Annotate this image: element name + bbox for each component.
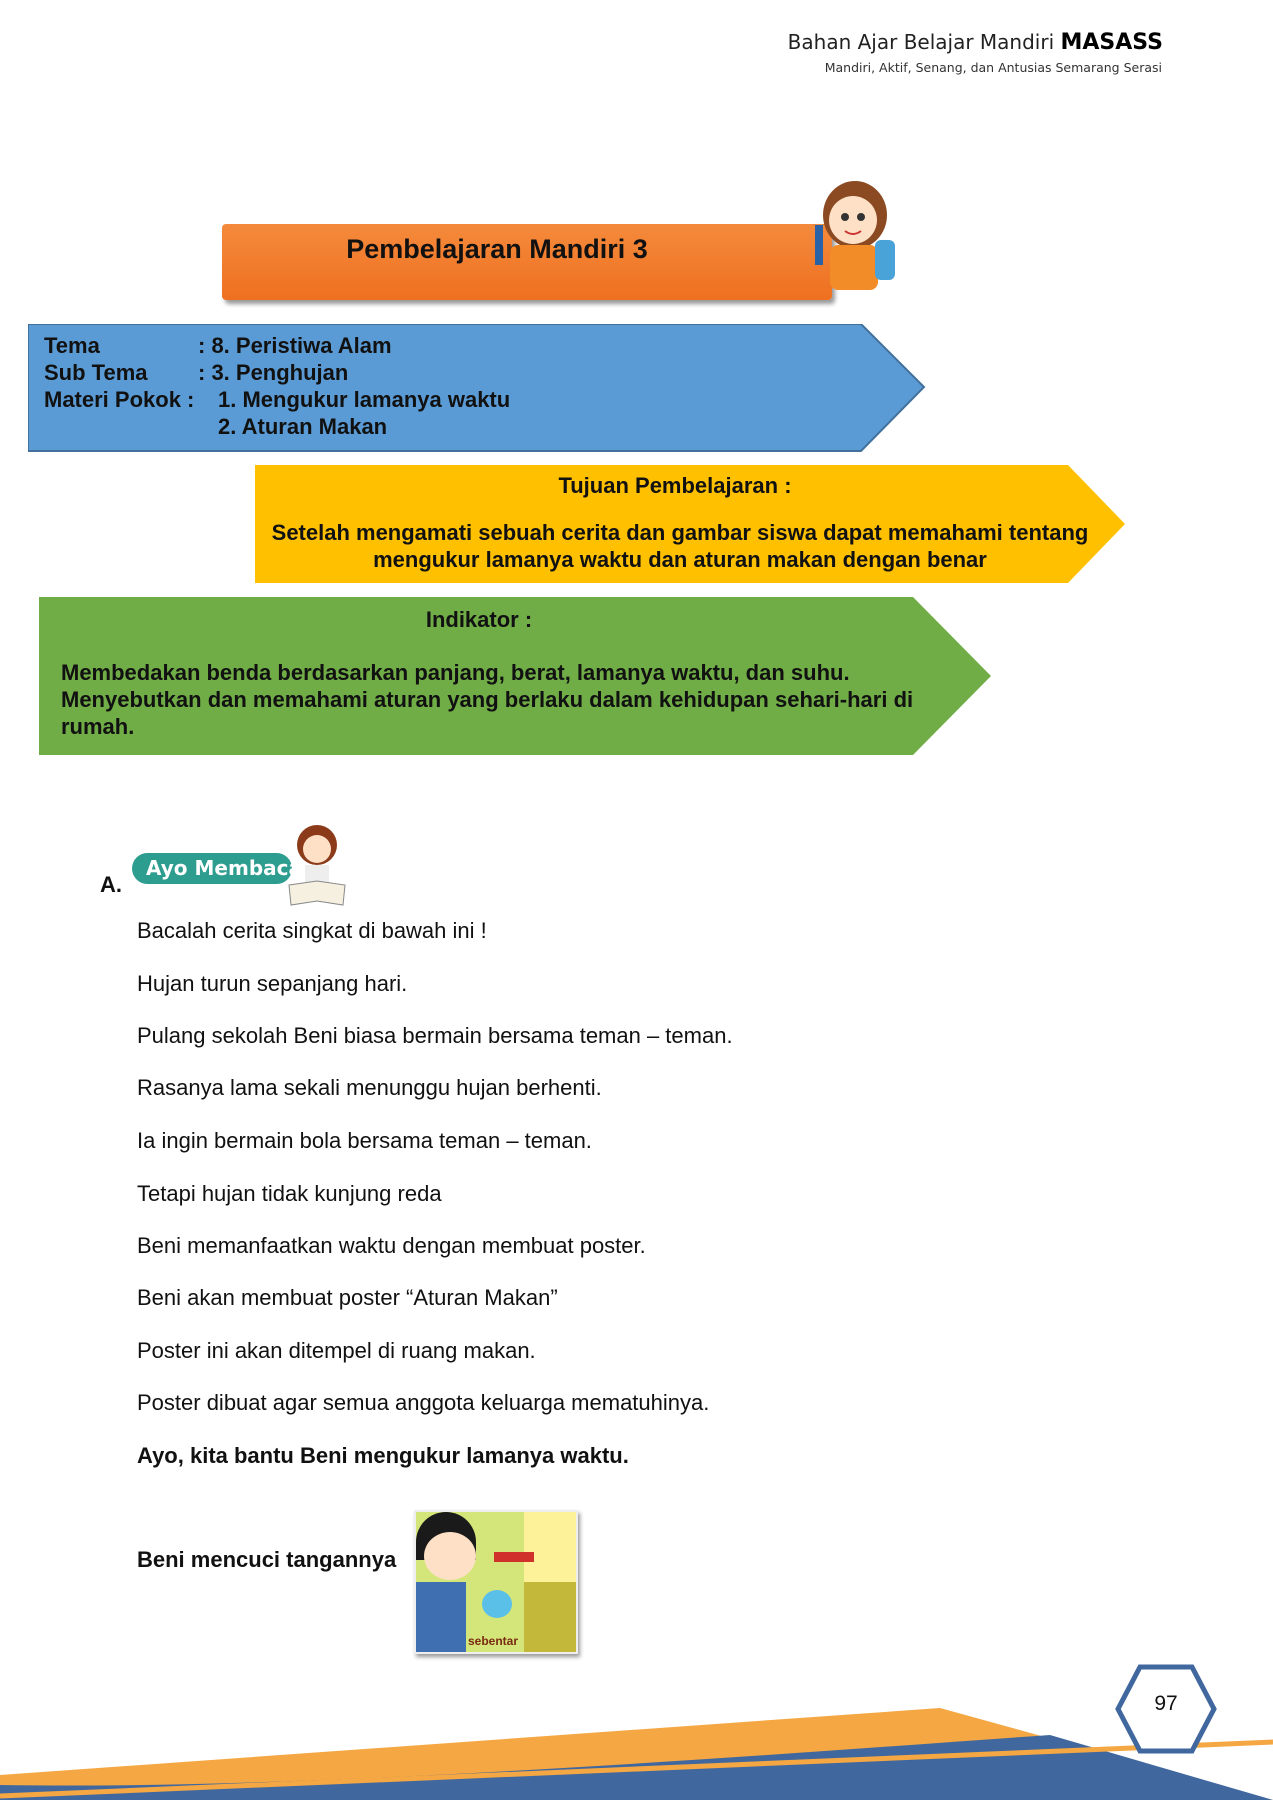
- header-brand: MASASS: [1060, 30, 1163, 55]
- story-line: Beni akan membuat poster “Aturan Makan”: [137, 1285, 558, 1310]
- story-line: Pulang sekolah Beni biasa bermain bersama teman – teman.: [137, 1023, 733, 1048]
- subtema-value: : 3. Penghujan: [198, 360, 349, 385]
- tema-label: Tema: [44, 333, 100, 358]
- image-caption: sebentar: [468, 1634, 519, 1648]
- tema-value: : 8. Peristiwa Alam: [198, 333, 392, 358]
- call-to-action: Ayo, kita bantu Beni mengukur lamanya waktu.: [137, 1443, 629, 1468]
- indikator-text: Membedakan benda berdasarkan panjang, berat, lamanya waktu, dan suhu. Menyebutkan dan memahami aturan yang berlaku dalam kehidupan sehari-hari di rumah.: [61, 660, 914, 739]
- materi-item-1: 1. Mengukur lamanya waktu: [218, 387, 511, 412]
- story-line: Rasanya lama sekali menunggu hujan berhenti.: [137, 1075, 602, 1100]
- indikator-heading: Indikator :: [425, 607, 533, 632]
- section-letter: A.: [100, 872, 122, 897]
- footer-wave: [0, 1690, 1273, 1800]
- tujuan-text: Setelah mengamati sebuah cerita dan gambar siswa dapat memahami tentang mengukur lamanya waktu dan aturan makan dengan benar: [271, 520, 1089, 572]
- header-subtitle: Mandiri, Aktif, Senang, dan Antusias Semarang Serasi: [824, 60, 1162, 75]
- story-line: Hujan turun sepanjang hari.: [137, 971, 408, 996]
- ayo-membaca-badge: Ayo Membaca: [132, 853, 292, 884]
- tujuan-heading: Tujuan Pembelajaran :: [558, 473, 792, 498]
- info-box: [28, 324, 928, 454]
- handwashing-image: [414, 1510, 578, 1654]
- materi-label: Materi Pokok :: [44, 387, 195, 412]
- story-line: Bacalah cerita singkat di bawah ini !: [137, 918, 487, 943]
- story-line: Poster dibuat agar semua anggota keluarga mematuhinya.: [137, 1390, 710, 1415]
- tujuan-box: [255, 465, 1127, 585]
- lesson-title: Pembelajaran Mandiri 3: [346, 234, 648, 264]
- header-title: [788, 30, 1163, 55]
- subtema-label: Sub Tema: [44, 360, 148, 385]
- girl-illustration: [795, 165, 915, 305]
- reading-girl-icon: [287, 823, 347, 908]
- header-title-prefix: Bahan Ajar Belajar Mandiri: [787, 30, 1055, 54]
- story-line: Tetapi hujan tidak kunjung reda: [137, 1181, 442, 1206]
- page-number: 97: [1154, 1692, 1178, 1715]
- activity-label: Beni mencuci tangannya: [137, 1547, 397, 1572]
- indikator-box: [39, 597, 993, 757]
- story-line: Poster ini akan ditempel di ruang makan.: [137, 1338, 536, 1363]
- story-line: Beni memanfaatkan waktu dengan membuat poster.: [137, 1233, 646, 1258]
- materi-item-2: 2. Aturan Makan: [218, 414, 388, 439]
- lesson-banner: [222, 224, 832, 300]
- story-line: Ia ingin bermain bola bersama teman – teman.: [137, 1128, 592, 1153]
